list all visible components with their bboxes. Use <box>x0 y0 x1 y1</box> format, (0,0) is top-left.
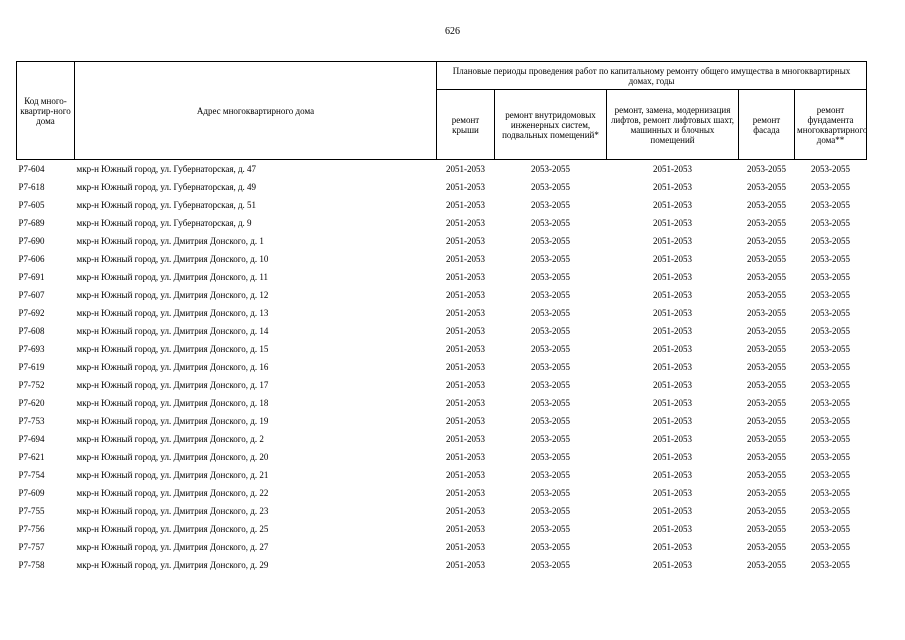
row-facade-period: 2053-2055 <box>747 398 786 408</box>
header-code: Код много-квартир-ного дома <box>17 62 75 160</box>
row-address: мкр-н Южный город, ул. Дмитрия Донского, д. 25 <box>76 524 269 534</box>
row-facade-period: 2053-2055 <box>747 470 786 480</box>
row-foundation-period: 2053-2055 <box>811 488 851 498</box>
row-roof-period: 2051-2053 <box>446 488 485 498</box>
row-facade-period: 2053-2055 <box>747 326 786 336</box>
row-foundation-period: 2053-2055 <box>811 218 851 228</box>
capital-repair-table <box>16 61 867 574</box>
row-roof-period: 2051-2053 <box>446 254 485 264</box>
row-facade-period: 2053-2055 <box>747 434 786 444</box>
table-row <box>17 484 867 502</box>
table-row <box>17 196 867 214</box>
row-facade-period: 2053-2055 <box>747 524 786 534</box>
row-elevators-period: 2051-2053 <box>653 182 692 192</box>
row-foundation-period: 2053-2055 <box>811 200 851 210</box>
row-code: Р7-693 <box>18 344 45 354</box>
table-row <box>17 286 867 304</box>
row-foundation-period: 2053-2055 <box>811 344 851 354</box>
row-roof-period: 2051-2053 <box>446 308 485 318</box>
row-foundation-period: 2053-2055 <box>811 542 851 552</box>
row-foundation-period: 2053-2055 <box>811 470 851 480</box>
row-code: Р7-690 <box>18 236 45 246</box>
table-row <box>17 412 867 430</box>
row-engineering-period: 2053-2055 <box>531 398 570 408</box>
row-address: мкр-н Южный город, ул. Дмитрия Донского, д. 17 <box>76 380 269 390</box>
row-code: Р7-607 <box>18 290 45 300</box>
row-elevators-period: 2051-2053 <box>653 272 692 282</box>
row-elevators-period: 2051-2053 <box>607 160 739 179</box>
row-facade-period: 2053-2055 <box>747 254 786 264</box>
row-engineering-period: 2053-2055 <box>531 506 570 516</box>
row-engineering-period: 2053-2055 <box>531 344 570 354</box>
row-elevators-period: 2051-2053 <box>653 452 692 462</box>
header-engineering: ремонт внутридомовых инженерных систем, подвальных помещений* <box>495 90 607 160</box>
row-engineering-period: 2053-2055 <box>495 160 607 179</box>
row-elevators-period: 2051-2053 <box>653 542 692 552</box>
table-row <box>17 358 867 376</box>
row-elevators-period: 2051-2053 <box>653 236 692 246</box>
row-address: мкр-н Южный город, ул. Дмитрия Донского, д. 27 <box>76 542 269 552</box>
row-roof-period: 2051-2053 <box>446 452 485 462</box>
row-code: Р7-605 <box>18 200 45 210</box>
row-elevators-period: 2051-2053 <box>653 326 692 336</box>
table-row <box>17 394 867 412</box>
header-foundation: ремонт фундамента многоквартирного дома** <box>795 90 867 160</box>
row-elevators-period: 2051-2053 <box>653 560 692 570</box>
row-engineering-period: 2053-2055 <box>531 290 570 300</box>
row-address: мкр-н Южный город, ул. Дмитрия Донского, д. 23 <box>76 506 269 516</box>
row-code: Р7-756 <box>18 524 45 534</box>
row-code: Р7-689 <box>18 218 45 228</box>
row-engineering-period: 2053-2055 <box>531 416 570 426</box>
table-row <box>17 160 867 179</box>
row-elevators-period: 2051-2053 <box>653 200 692 210</box>
row-elevators-period: 2051-2053 <box>653 434 692 444</box>
row-code: Р7-691 <box>18 272 45 282</box>
row-address: мкр-н Южный город, ул. Губернаторская, д. 49 <box>76 182 257 192</box>
row-address: мкр-н Южный город, ул. Дмитрия Донского, д. 29 <box>76 560 269 570</box>
header-facade: ремонт фасада <box>739 90 795 160</box>
header-periods-title: Плановые периоды проведения работ по капитальному ремонту общего имущества в многоквартирных домах, годы <box>437 62 867 90</box>
row-facade-period: 2053-2055 <box>747 560 786 570</box>
table-row <box>17 232 867 250</box>
row-engineering-period: 2053-2055 <box>531 362 570 372</box>
row-address: мкр-н Южный город, ул. Дмитрия Донского, д. 11 <box>76 272 269 282</box>
row-facade-period: 2053-2055 <box>747 182 786 192</box>
row-code: Р7-621 <box>18 452 45 462</box>
table-row <box>17 502 867 520</box>
row-foundation-period: 2053-2055 <box>811 182 851 192</box>
row-roof-period: 2051-2053 <box>446 380 485 390</box>
row-facade-period: 2053-2055 <box>747 488 786 498</box>
row-facade-period: 2053-2055 <box>747 290 786 300</box>
table-row <box>17 556 867 574</box>
row-roof-period: 2051-2053 <box>446 362 485 372</box>
row-engineering-period: 2053-2055 <box>531 560 570 570</box>
row-roof-period: 2051-2053 <box>446 542 485 552</box>
table-row <box>17 214 867 232</box>
header-elevators: ремонт, замена, модернизация лифтов, ремонт лифтовых шахт, машинных и блочных помещений <box>607 90 739 160</box>
table-row <box>17 268 867 286</box>
row-foundation-period: 2053-2055 <box>811 434 851 444</box>
table-row <box>17 466 867 484</box>
row-foundation-period: 2053-2055 <box>811 272 851 282</box>
row-foundation-period: 2053-2055 <box>811 308 851 318</box>
row-code: Р7-752 <box>18 380 45 390</box>
row-roof-period: 2051-2053 <box>446 524 485 534</box>
row-elevators-period: 2051-2053 <box>653 524 692 534</box>
row-engineering-period: 2053-2055 <box>531 488 570 498</box>
table-row <box>17 520 867 538</box>
table-row <box>17 178 867 196</box>
row-engineering-period: 2053-2055 <box>531 452 570 462</box>
row-foundation-period: 2053-2055 <box>811 398 851 408</box>
row-engineering-period: 2053-2055 <box>531 254 570 264</box>
row-code: Р7-618 <box>18 182 45 192</box>
row-elevators-period: 2051-2053 <box>653 416 692 426</box>
row-foundation-period: 2053-2055 <box>811 560 851 570</box>
row-roof-period: 2051-2053 <box>446 560 485 570</box>
row-code: Р7-606 <box>18 254 45 264</box>
row-facade-period: 2053-2055 <box>747 380 786 390</box>
table-body <box>17 160 867 575</box>
row-facade-period: 2053-2055 <box>747 362 786 372</box>
row-roof-period: 2051-2053 <box>446 326 485 336</box>
row-address: мкр-н Южный город, ул. Дмитрия Донского, д. 18 <box>76 398 269 408</box>
row-facade-period: 2053-2055 <box>747 452 786 462</box>
row-engineering-period: 2053-2055 <box>531 542 570 552</box>
row-roof-period: 2051-2053 <box>446 218 485 228</box>
row-foundation-period: 2053-2055 <box>795 160 867 179</box>
row-address: мкр-н Южный город, ул. Дмитрия Донского, д. 14 <box>76 326 269 336</box>
row-code: Р7-694 <box>18 434 45 444</box>
table-row <box>17 250 867 268</box>
row-engineering-period: 2053-2055 <box>531 326 570 336</box>
row-elevators-period: 2051-2053 <box>653 362 692 372</box>
row-address: мкр-н Южный город, ул. Дмитрия Донского, д. 22 <box>76 488 269 498</box>
row-code: Р7-757 <box>18 542 45 552</box>
row-code: Р7-609 <box>18 488 45 498</box>
row-foundation-period: 2053-2055 <box>811 506 851 516</box>
row-foundation-period: 2053-2055 <box>811 452 851 462</box>
table-row <box>17 448 867 466</box>
row-code: Р7-753 <box>18 416 45 426</box>
table-row <box>17 304 867 322</box>
row-address: мкр-н Южный город, ул. Дмитрия Донского, д. 21 <box>76 470 269 480</box>
row-roof-period: 2051-2053 <box>446 344 485 354</box>
row-code: Р7-620 <box>18 398 45 408</box>
row-elevators-period: 2051-2053 <box>653 254 692 264</box>
row-facade-period: 2053-2055 <box>747 308 786 318</box>
row-address: мкр-н Южный город, ул. Губернаторская, д. 47 <box>75 160 437 179</box>
row-address: мкр-н Южный город, ул. Дмитрия Донского, д. 1 <box>76 236 264 246</box>
row-elevators-period: 2051-2053 <box>653 488 692 498</box>
row-address: мкр-н Южный город, ул. Дмитрия Донского, д. 10 <box>76 254 269 264</box>
row-elevators-period: 2051-2053 <box>653 506 692 516</box>
row-address: мкр-н Южный город, ул. Дмитрия Донского, д. 20 <box>76 452 269 462</box>
row-facade-period: 2053-2055 <box>747 200 786 210</box>
row-code: Р7-755 <box>18 506 45 516</box>
table-row <box>17 322 867 340</box>
row-code: Р7-754 <box>18 470 45 480</box>
row-engineering-period: 2053-2055 <box>531 470 570 480</box>
row-roof-period: 2051-2053 <box>446 416 485 426</box>
row-engineering-period: 2053-2055 <box>531 182 570 192</box>
row-facade-period: 2053-2055 <box>747 272 786 282</box>
row-roof-period: 2051-2053 <box>446 200 485 210</box>
row-code: Р7-692 <box>18 308 45 318</box>
row-elevators-period: 2051-2053 <box>653 344 692 354</box>
row-address: мкр-н Южный город, ул. Дмитрия Донского, д. 12 <box>76 290 269 300</box>
row-facade-period: 2053-2055 <box>747 506 786 516</box>
row-facade-period: 2053-2055 <box>747 416 786 426</box>
row-roof-period: 2051-2053 <box>446 434 485 444</box>
row-roof-period: 2051-2053 <box>446 236 485 246</box>
row-foundation-period: 2053-2055 <box>811 236 851 246</box>
row-roof-period: 2051-2053 <box>446 182 485 192</box>
table-header <box>17 62 867 160</box>
row-roof-period: 2051-2053 <box>446 470 485 480</box>
row-engineering-period: 2053-2055 <box>531 434 570 444</box>
row-foundation-period: 2053-2055 <box>811 380 851 390</box>
row-facade-period: 2053-2055 <box>747 542 786 552</box>
row-address: мкр-н Южный город, ул. Дмитрия Донского, д. 19 <box>76 416 269 426</box>
row-facade-period: 2053-2055 <box>747 344 786 354</box>
row-elevators-period: 2051-2053 <box>653 470 692 480</box>
table-row <box>17 430 867 448</box>
row-code: Р7-604 <box>17 160 75 179</box>
row-foundation-period: 2053-2055 <box>811 254 851 264</box>
row-engineering-period: 2053-2055 <box>531 236 570 246</box>
row-elevators-period: 2051-2053 <box>653 398 692 408</box>
row-elevators-period: 2051-2053 <box>653 290 692 300</box>
row-roof-period: 2051-2053 <box>446 290 485 300</box>
header-address: Адрес многоквартирного дома <box>75 62 437 160</box>
row-engineering-period: 2053-2055 <box>531 524 570 534</box>
table-row <box>17 376 867 394</box>
row-elevators-period: 2051-2053 <box>653 218 692 228</box>
row-address: мкр-н Южный город, ул. Дмитрия Донского, д. 15 <box>76 344 269 354</box>
row-engineering-period: 2053-2055 <box>531 272 570 282</box>
row-roof-period: 2051-2053 <box>437 160 495 179</box>
table-row <box>17 538 867 556</box>
table-row <box>17 340 867 358</box>
row-code: Р7-758 <box>18 560 45 570</box>
row-foundation-period: 2053-2055 <box>811 362 851 372</box>
row-elevators-period: 2051-2053 <box>653 380 692 390</box>
row-address: мкр-н Южный город, ул. Губернаторская, д. 51 <box>76 200 257 210</box>
row-address: мкр-н Южный город, ул. Дмитрия Донского, д. 2 <box>76 434 264 444</box>
row-foundation-period: 2053-2055 <box>811 524 851 534</box>
row-foundation-period: 2053-2055 <box>811 326 851 336</box>
row-foundation-period: 2053-2055 <box>811 290 851 300</box>
row-code: Р7-619 <box>18 362 45 372</box>
row-roof-period: 2051-2053 <box>446 506 485 516</box>
row-facade-period: 2053-2055 <box>747 236 786 246</box>
row-engineering-period: 2053-2055 <box>531 218 570 228</box>
row-facade-period: 2053-2055 <box>747 218 786 228</box>
row-address: мкр-н Южный город, ул. Дмитрия Донского, д. 13 <box>76 308 269 318</box>
row-foundation-period: 2053-2055 <box>811 416 851 426</box>
row-engineering-period: 2053-2055 <box>531 308 570 318</box>
row-code: Р7-608 <box>18 326 45 336</box>
page-number: 626 <box>445 26 460 37</box>
row-facade-period: 2053-2055 <box>739 160 795 179</box>
row-address: мкр-н Южный город, ул. Губернаторская, д. 9 <box>76 218 252 228</box>
row-roof-period: 2051-2053 <box>446 272 485 282</box>
row-engineering-period: 2053-2055 <box>531 200 570 210</box>
header-roof: ремонт крыши <box>437 90 495 160</box>
row-engineering-period: 2053-2055 <box>531 380 570 390</box>
row-roof-period: 2051-2053 <box>446 398 485 408</box>
row-address: мкр-н Южный город, ул. Дмитрия Донского, д. 16 <box>76 362 269 372</box>
row-elevators-period: 2051-2053 <box>653 308 692 318</box>
